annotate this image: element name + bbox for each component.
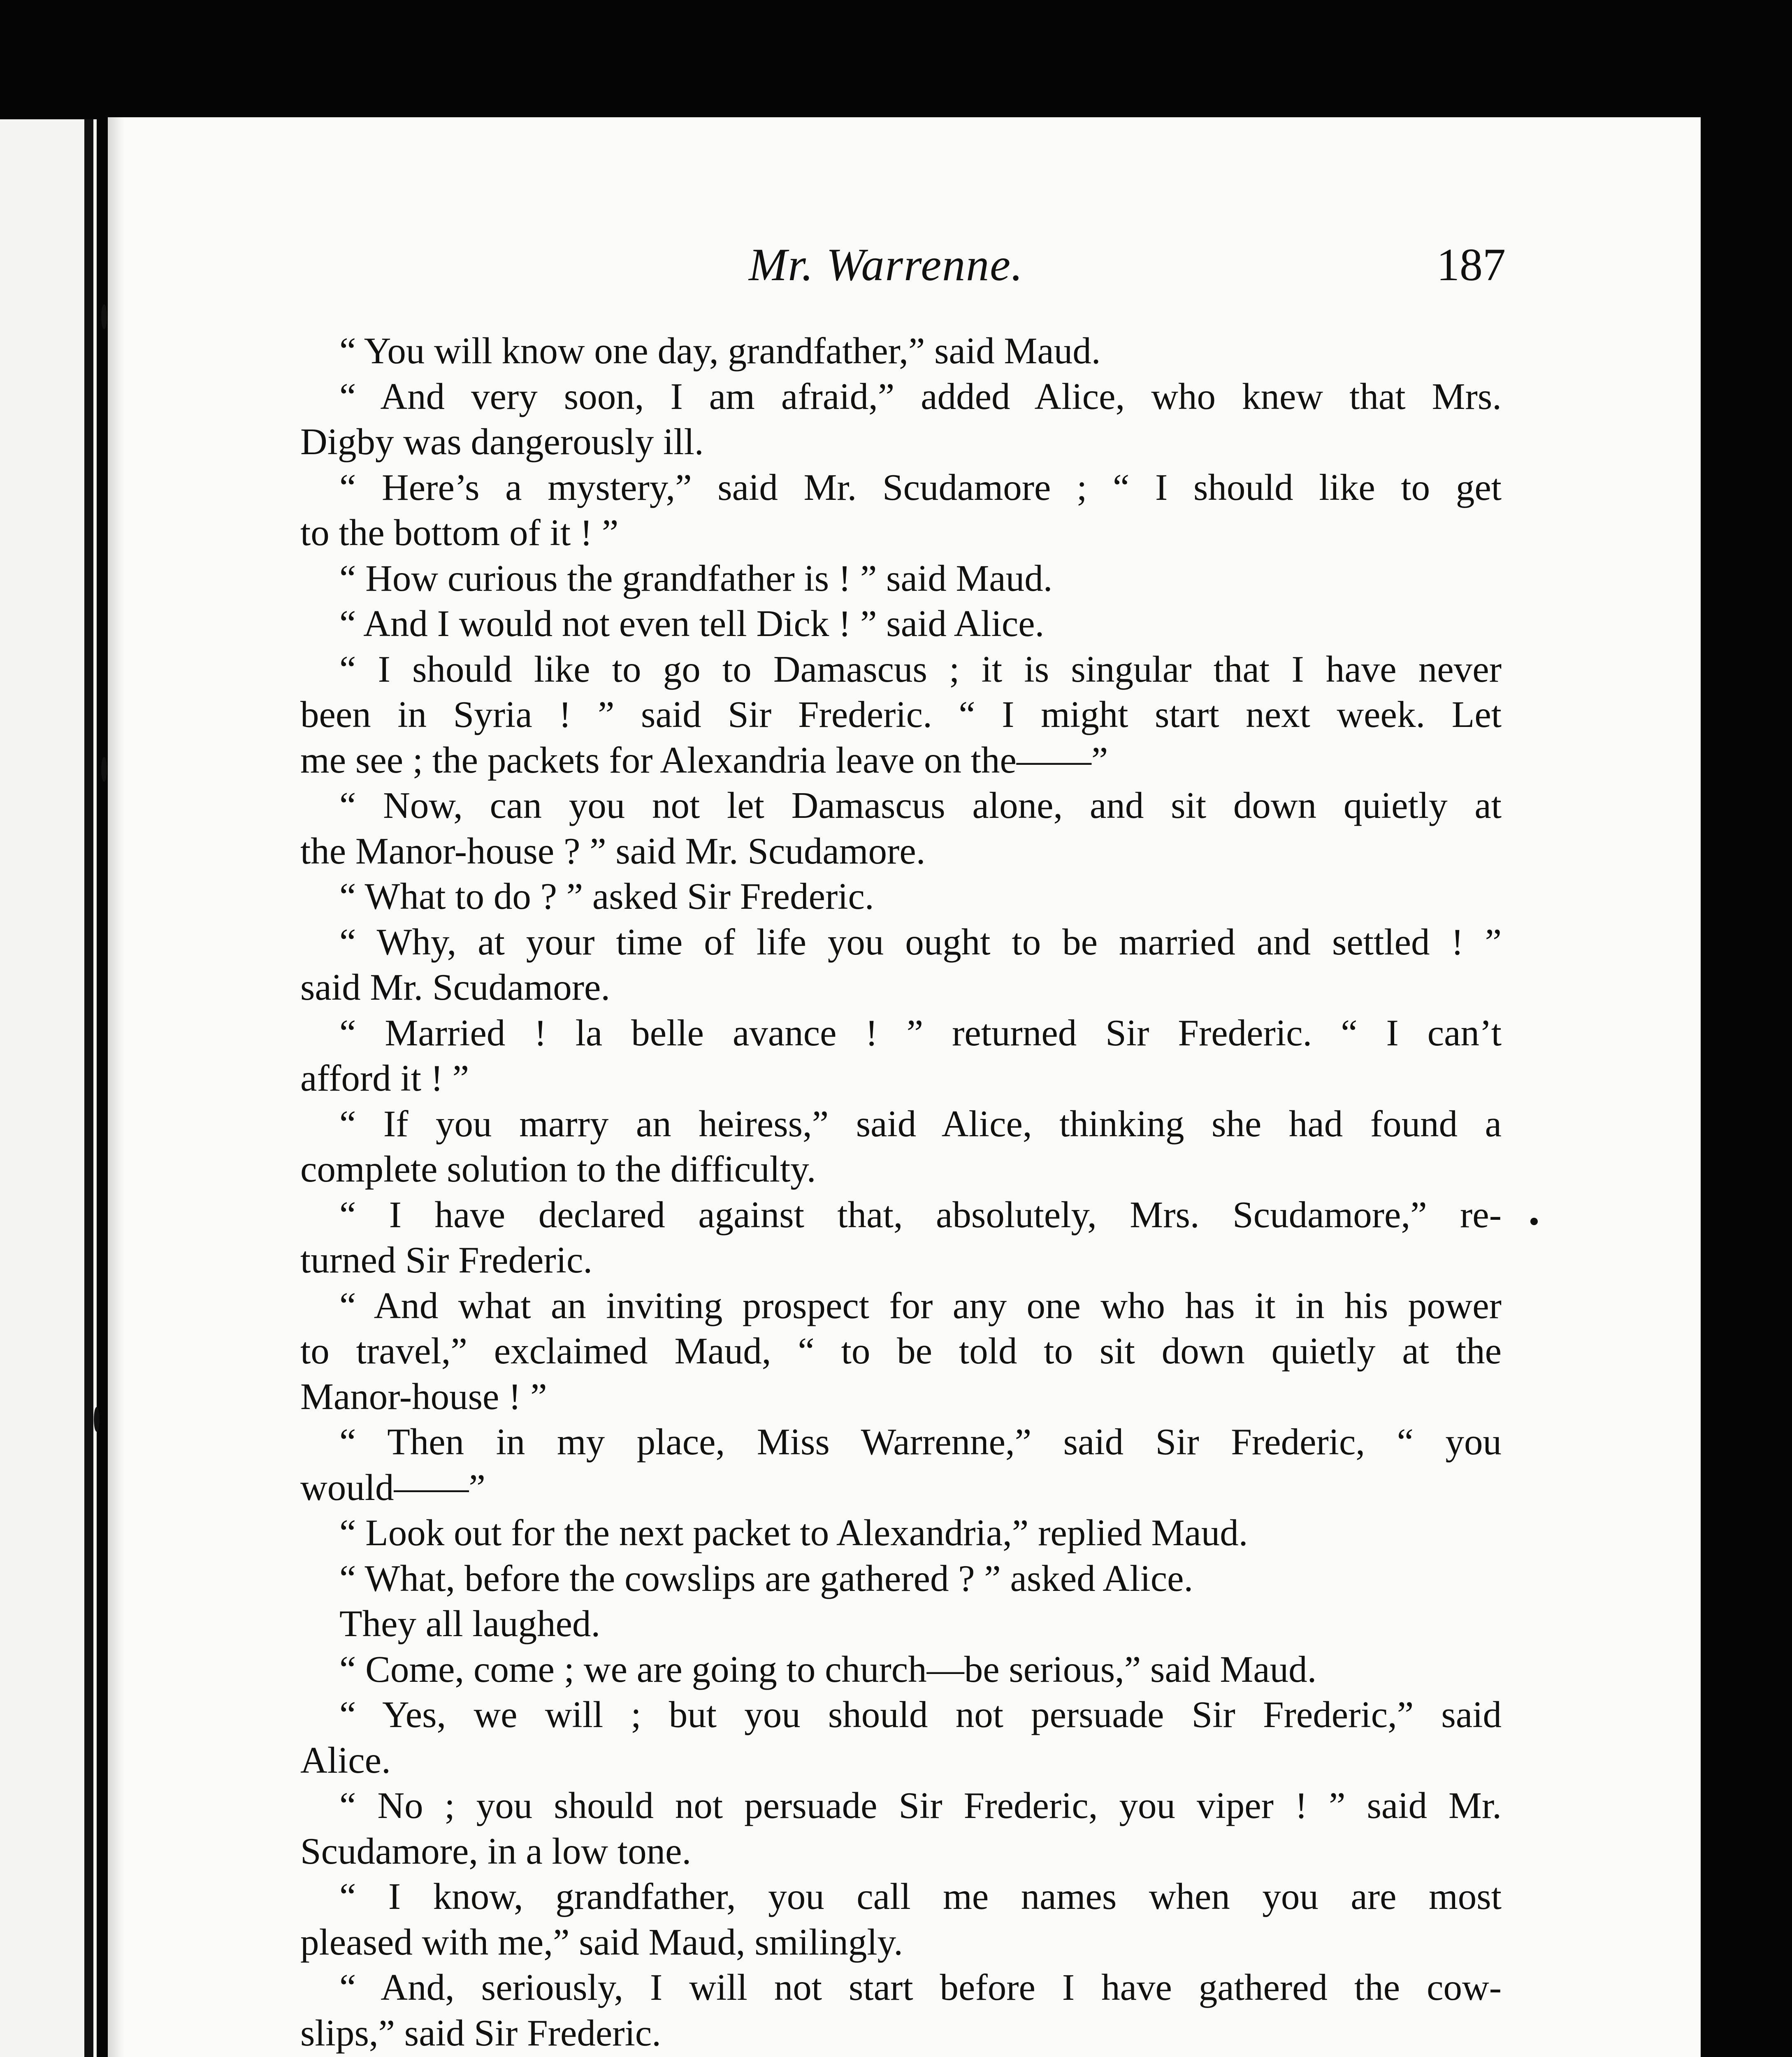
text-line: “ No ; you should not persuade Sir Frederic, you viper ! ” said Mr. bbox=[339, 1785, 1502, 1826]
text-line: Scudamore, in a low tone. bbox=[300, 1830, 692, 1872]
text-line: me see ; the packets for Alexandria leave on the——” bbox=[300, 739, 1108, 781]
text-line: “ What to do ? ” asked Sir Frederic. bbox=[339, 875, 874, 917]
text-line: “ Here’s a mystery,” said Mr. Scudamore ; “ I should like to get bbox=[339, 466, 1502, 508]
text-line: complete solution to the difficulty. bbox=[300, 1148, 816, 1190]
text-line: “ Now, can you not let Damascus alone, and sit down quietly at bbox=[339, 785, 1502, 826]
text-line: “ And very soon, I am afraid,” added Alice, who knew that Mrs. bbox=[339, 375, 1502, 417]
text-line: They all laughed. bbox=[339, 1603, 601, 1644]
binding-mark bbox=[101, 304, 107, 329]
text-line: slips,” said Sir Frederic. bbox=[300, 2012, 661, 2054]
page-gutter-shadow bbox=[108, 117, 124, 2057]
text-line: Manor-house ! ” bbox=[300, 1375, 547, 1417]
text-line: “ If you marry an heiress,” said Alice, thinking she had found a bbox=[339, 1103, 1502, 1145]
text-line: “ Married ! la belle avance ! ” returned Sir Frederic. “ I can’t bbox=[339, 1012, 1502, 1054]
running-head: Mr. Warrenne. bbox=[749, 239, 1024, 290]
text-line: pleased with me,” said Maud, smilingly. bbox=[300, 1921, 903, 1963]
text-line: “ Come, come ; we are going to church—be serious,” said Maud. bbox=[339, 1648, 1317, 1690]
text-line: “ I know, grandfather, you call me names when you are most bbox=[339, 1876, 1502, 1917]
text-line: “ I have declared against that, absolutely, Mrs. Scudamore,” re- bbox=[339, 1193, 1502, 1235]
text-line: “ What, before the cowslips are gathered ? ” asked Alice. bbox=[339, 1557, 1193, 1599]
book-gutter bbox=[84, 119, 93, 2057]
text-line: Digby was dangerously ill. bbox=[300, 421, 704, 462]
text-line: said Mr. Scudamore. bbox=[300, 966, 610, 1008]
text-line: Alice. bbox=[300, 1739, 391, 1781]
page-number: 187 bbox=[1437, 239, 1506, 290]
text-line: “ And what an inviting prospect for any one who has it in his power bbox=[339, 1284, 1502, 1326]
text-line: “ How curious the grandfather is ! ” said Maud. bbox=[339, 557, 1053, 599]
text-line: “ Then in my place, Miss Warrenne,” said Sir Frederic, “ you bbox=[339, 1421, 1502, 1463]
binding-mark bbox=[101, 757, 107, 782]
body-text bbox=[300, 328, 1502, 2057]
text-line: “ I should like to go to Damascus ; it is singular that I have never bbox=[339, 648, 1502, 690]
text-line: “ Why, at your time of life you ought to be married and settled ! ” bbox=[339, 921, 1502, 963]
margin-mark bbox=[1530, 1218, 1538, 1225]
text-line: turned Sir Frederic. bbox=[300, 1239, 593, 1281]
binding-mark bbox=[94, 1407, 100, 1432]
text-line: to travel,” exclaimed Maud, “ to be told to sit down quietly at the bbox=[300, 1330, 1502, 1372]
text-line: would——” bbox=[300, 1466, 485, 1508]
text-line: “ You will know one day, grandfather,” said Maud. bbox=[339, 330, 1101, 371]
text-line: “ Yes, we will ; but you should not persuade Sir Frederic,” said bbox=[339, 1694, 1502, 1735]
text-line: to the bottom of it ! ” bbox=[300, 512, 619, 553]
text-line: “ Look out for the next packet to Alexandria,” replied Maud. bbox=[339, 1512, 1248, 1553]
text-line: “ And, seriously, I will not start before I have gathered the cow- bbox=[339, 1966, 1502, 2008]
text-line: afford it ! ” bbox=[300, 1057, 469, 1099]
text-line: been in Syria ! ” said Sir Frederic. “ I might start next week. Let bbox=[300, 694, 1502, 735]
text-line: the Manor-house ? ” said Mr. Scudamore. bbox=[300, 830, 926, 872]
text-line: “ And I would not even tell Dick ! ” said Alice. bbox=[339, 603, 1045, 644]
left-page-edge-strip bbox=[0, 119, 97, 2057]
